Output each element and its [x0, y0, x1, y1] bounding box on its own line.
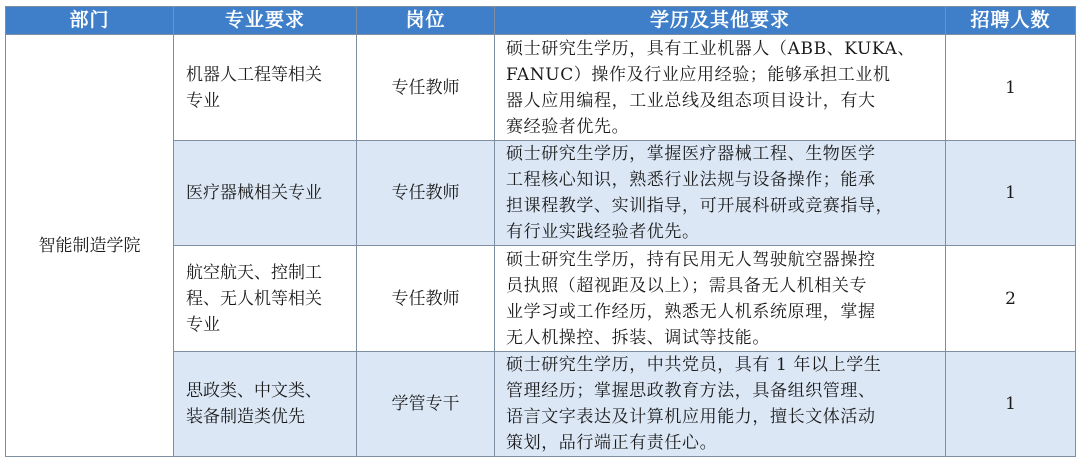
count-cell: 2 — [946, 246, 1076, 352]
header-dept: 部门 — [6, 7, 174, 35]
header-count: 招聘人数 — [946, 7, 1076, 35]
count-cell: 1 — [946, 141, 1076, 246]
count-cell: 1 — [946, 35, 1076, 141]
requirement-line: 员执照（超视距及以上）；需具备无人机相关专 — [506, 275, 868, 296]
major-line: 医疗器械相关专业 — [186, 183, 322, 203]
position-cell: 专任教师 — [357, 246, 495, 352]
requirement-line: 赛经验者优先。 — [506, 116, 630, 137]
major-cell — [174, 352, 357, 457]
requirement-line: 有行业实践经验者优先。 — [506, 222, 700, 242]
requirement-line: 管理经历；掌握思政教育方法，具备组织管理、 — [506, 381, 876, 401]
requirement-line: 硕士研究生学历，中共党员，具有 1 年以上学生 — [506, 355, 882, 375]
position-cell: 专任教师 — [357, 35, 495, 141]
header-major: 专业要求 — [174, 7, 357, 35]
requirement-line: 无人机操控、拆装、调试等技能。 — [506, 327, 770, 348]
major-line: 机器人工程等相关 — [186, 64, 322, 85]
requirement-line: FANUC）操作及行业应用经验；能够承担工业机 — [506, 64, 891, 85]
major-line: 装备制造类优先 — [186, 407, 305, 427]
position-cell: 专任教师 — [357, 141, 495, 246]
requirement-line: 工程核心知识，熟悉行业法规与设备操作；能承 — [506, 170, 876, 190]
position-cell: 学管专干 — [357, 352, 495, 457]
department-cell: 智能制造学院 — [6, 35, 174, 457]
major-line: 航空航天、控制工 — [186, 262, 322, 283]
requirement-line: 业学习或工作经历，熟悉无人机系统原理，掌握 — [506, 301, 876, 322]
major-cell — [174, 141, 357, 246]
table-row — [6, 35, 1076, 141]
requirement-line: 担课程教学、实训指导，可开展科研或竞赛指导， — [506, 196, 894, 216]
requirement-line: 硕士研究生学历，掌握医疗器械工程、生物医学 — [506, 144, 876, 164]
header-position: 岗位 — [357, 7, 495, 35]
requirements-cell — [495, 141, 946, 246]
requirement-line: 策划，品行端正有责任心。 — [506, 433, 718, 453]
requirements-cell — [495, 246, 946, 352]
requirements-cell — [495, 352, 946, 457]
requirement-line: 硕士研究生学历，具有工业机器人（ABB、KUKA、 — [506, 38, 915, 59]
header-requirements: 学历及其他要求 — [495, 7, 946, 35]
recruitment-table — [5, 6, 1076, 457]
major-line: 专业 — [186, 90, 220, 111]
requirements-cell — [495, 35, 946, 141]
major-line: 程、无人机等相关 — [186, 288, 322, 309]
requirement-line: 语言文字表达及计算机应用能力，擅长文体活动 — [506, 407, 876, 427]
count-cell: 1 — [946, 352, 1076, 457]
major-line: 思政类、中文类、 — [186, 381, 322, 401]
major-cell — [174, 35, 357, 141]
requirement-line: 硕士研究生学历，持有民用无人驾驶航空器操控 — [506, 249, 876, 270]
requirement-line: 器人应用编程，工业总线及组态项目设计，有大 — [506, 90, 876, 111]
header-row — [6, 7, 1076, 35]
major-line: 专业 — [186, 314, 220, 335]
major-cell — [174, 246, 357, 352]
